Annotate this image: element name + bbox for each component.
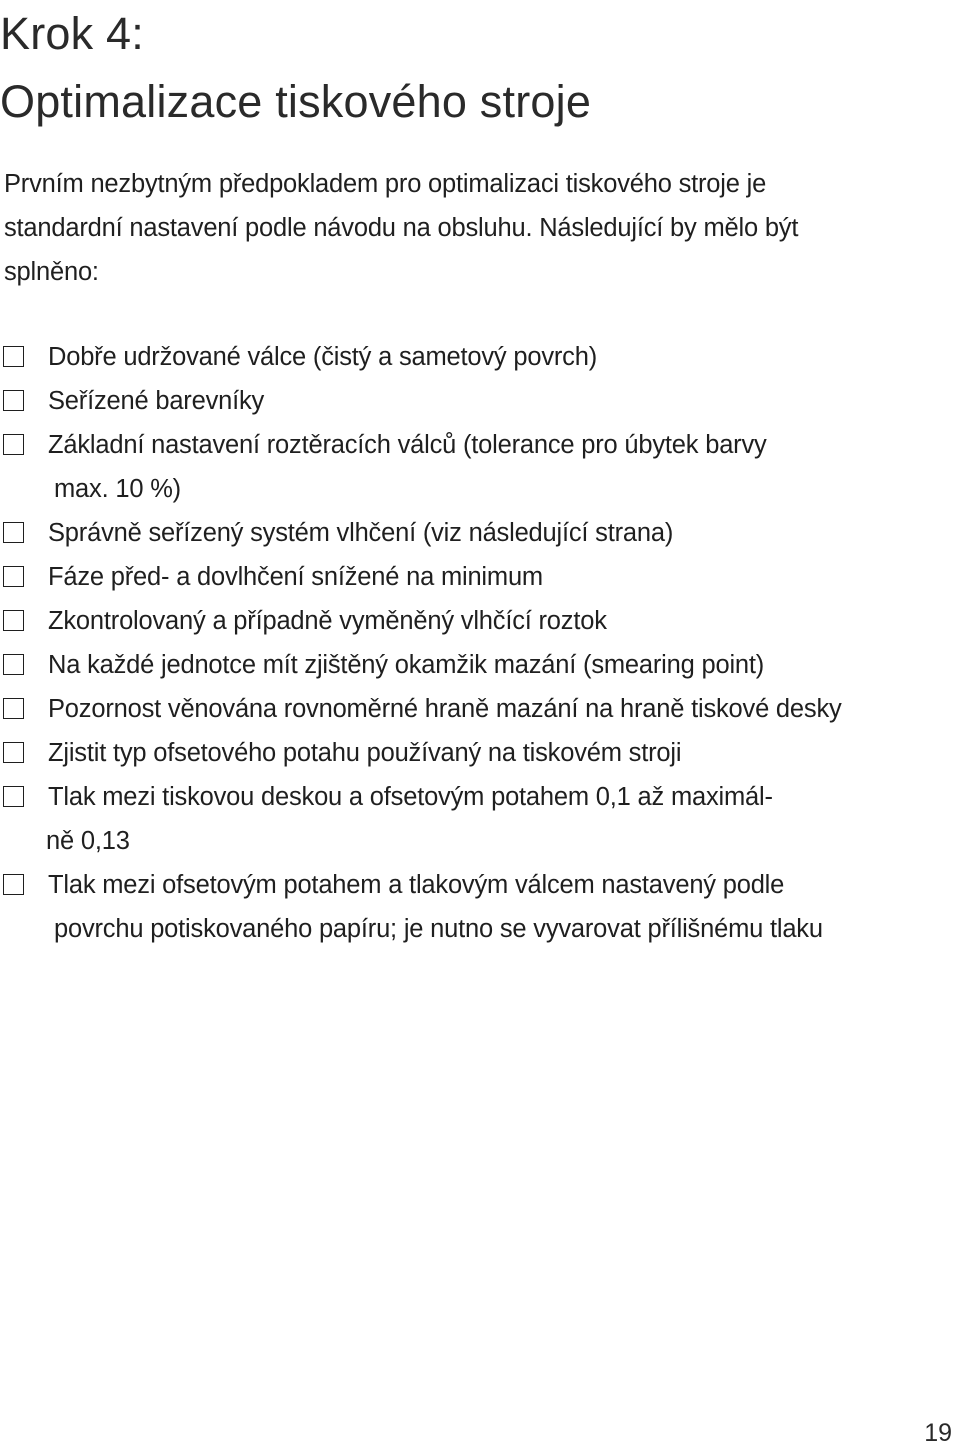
checklist-item-dampening-phases [0, 555, 958, 599]
checkbox[interactable] [3, 610, 24, 631]
intro-paragraph [4, 162, 944, 294]
checkbox[interactable] [3, 434, 24, 455]
checklist-item-text: Základní nastavení roztěracích válců (tolerance pro úbytek barvy [48, 431, 767, 459]
page-number: 19 [924, 1419, 952, 1447]
checklist-item-text: Pozornost věnována rovnoměrné hraně mazání na hraně tiskové desky [48, 695, 842, 723]
checklist-item-text: Zjistit typ ofsetového potahu používaný na tiskovém stroji [48, 739, 682, 767]
checklist-item-distributor-rollers [0, 423, 958, 511]
checklist-item-text-continued: ně 0,13 [46, 827, 130, 855]
title-line-2: Optimalizace tiskového stroje [0, 76, 592, 127]
checklist-item-text: Fáze před- a dovlhčení snížené na minimum [48, 563, 543, 591]
checklist-item-text-continued: max. 10 %) [54, 475, 181, 503]
title-line-1: Krok 4: [0, 8, 144, 59]
checklist-item-rollers [0, 335, 958, 379]
checklist-item-text: Správně seřízený systém vlhčení (viz následující strana) [48, 519, 674, 547]
checkbox[interactable] [3, 786, 24, 807]
checklist-item-text: Na každé jednotce mít zjištěný okamžik mazání (smearing point) [48, 651, 765, 679]
checklist-item-text: Zkontrolovaný a případně vyměněný vlhčící roztok [48, 607, 607, 635]
checklist-item-text: Dobře udržované válce (čistý a sametový povrch) [48, 343, 597, 371]
checklist [0, 335, 958, 951]
checkbox[interactable] [3, 346, 24, 367]
checklist-item-blanket-impression-pressure [0, 863, 958, 951]
checklist-item-text-continued: povrchu potiskovaného papíru; je nutno se vyvarovat přílišnému tlaku [54, 915, 823, 943]
checkbox[interactable] [3, 566, 24, 587]
page-title [0, 0, 591, 136]
checkbox[interactable] [3, 698, 24, 719]
checklist-item-text: Seřízené barevníky [48, 387, 265, 415]
intro-line-1: Prvním nezbytným předpokladem pro optimalizaci tiskového stroje je [4, 170, 767, 198]
checklist-item-fountain-solution [0, 599, 958, 643]
checkbox[interactable] [3, 654, 24, 675]
checkbox[interactable] [3, 522, 24, 543]
checkbox[interactable] [3, 742, 24, 763]
checklist-item-text: Tlak mezi tiskovou deskou a ofsetovým potahem 0,1 až maximál- [48, 783, 773, 811]
checklist-item-text: Tlak mezi ofsetovým potahem a tlakovým válcem nastavený podle [48, 871, 785, 899]
checklist-item-smearing-point [0, 643, 958, 687]
checklist-item-plate-blanket-pressure [0, 775, 958, 863]
checkbox[interactable] [3, 874, 24, 895]
checklist-item-dampening-system [0, 511, 958, 555]
checklist-item-smearing-edge [0, 687, 958, 731]
checklist-item-inking-units [0, 379, 958, 423]
checkbox[interactable] [3, 390, 24, 411]
intro-line-3: splněno: [4, 258, 99, 286]
checklist-item-blanket-type [0, 731, 958, 775]
intro-line-2: standardní nastavení podle návodu na obsluhu. Následující by mělo být [4, 214, 799, 242]
